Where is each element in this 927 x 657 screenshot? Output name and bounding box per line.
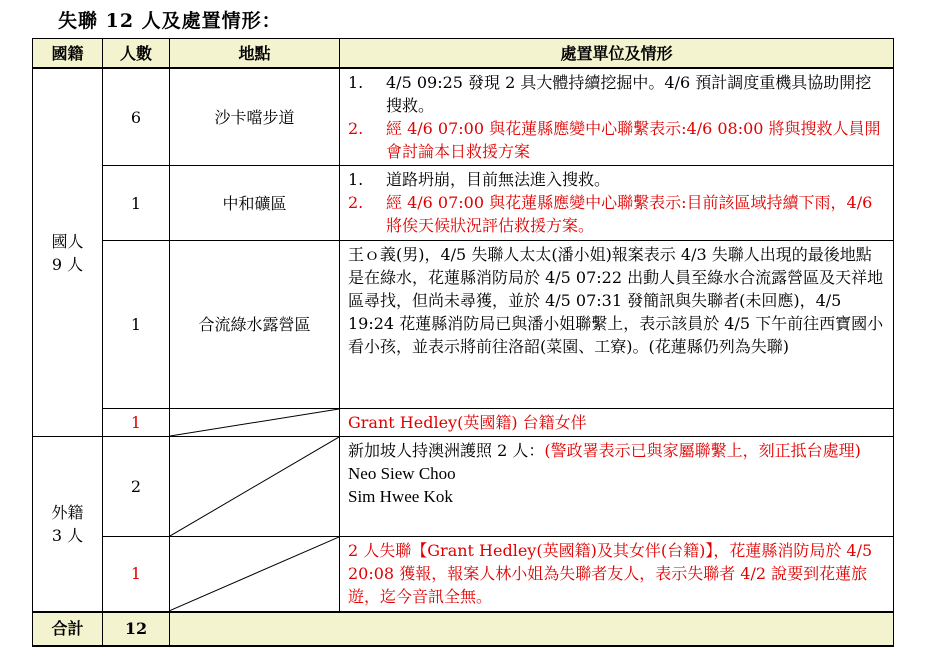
foreign-intro: 新加坡人持澳洲護照 2 人：(警政署表示已與家屬聯繫上，刻正抵台處理) bbox=[348, 441, 861, 460]
table-row bbox=[33, 241, 894, 409]
nationality-count: 9 人 bbox=[51, 254, 84, 274]
table-row bbox=[33, 68, 894, 166]
header-count: 人數 bbox=[103, 39, 170, 69]
diagonal-line bbox=[170, 537, 339, 611]
table-row bbox=[33, 166, 894, 241]
nationality-foreign bbox=[33, 437, 103, 612]
table-row bbox=[33, 437, 894, 537]
empty-location-cell bbox=[170, 437, 340, 537]
table-row bbox=[33, 409, 894, 437]
nationality-domestic bbox=[33, 68, 103, 437]
count-cell: 1 bbox=[103, 409, 170, 437]
list-item: 2. 經 4/6 07:00 與花蓮縣應變中心聯繫表示:目前該區域持續下雨，4/6 將俟天候狀況評估救援方案。 bbox=[348, 193, 873, 235]
total-label: 合計 bbox=[33, 612, 103, 646]
count-cell: 1 bbox=[103, 166, 170, 241]
list-item: 1. 4/5 09:25 發現 2 具大體持續挖掘中。4/6 預計調度重機具協助開挖搜救。 bbox=[348, 73, 872, 115]
missing-persons-table bbox=[32, 38, 894, 647]
count-cell: 6 bbox=[103, 68, 170, 166]
list-item: 1. 道路坍崩，目前無法進入搜救。 bbox=[348, 170, 611, 189]
handling-cell: 2 人失聯【Grant Hedley(英國籍)及其女伴(台籍)】，花蓮縣消防局於 4/5 20:08 獲報，報案人林小姐為失聯者友人，表示失聯者 4/2 說要到花蓮旅遊，迄今音訊全無。 bbox=[340, 537, 894, 612]
total-empty bbox=[170, 612, 894, 646]
total-value: 12 bbox=[103, 612, 170, 646]
location-cell: 中和礦區 bbox=[170, 166, 340, 241]
empty-location-cell bbox=[170, 537, 340, 612]
handling-cell: Grant Hedley(英國籍) 台籍女伴 bbox=[340, 409, 894, 437]
nationality-label: 外籍 bbox=[51, 502, 84, 522]
handling-cell bbox=[340, 166, 894, 241]
list-item: 2. 經 4/6 07:00 與花蓮縣應變中心聯繫表示:4/6 08:00 將與搜救人員開會討論本日救援方案 bbox=[348, 119, 881, 161]
count-cell: 1 bbox=[103, 537, 170, 612]
location-cell: 沙卡噹步道 bbox=[170, 68, 340, 166]
header-location: 地點 bbox=[170, 39, 340, 69]
handling-cell bbox=[340, 68, 894, 166]
diagonal-line bbox=[170, 409, 339, 436]
count-cell: 2 bbox=[103, 437, 170, 537]
table-row bbox=[33, 537, 894, 612]
person-name: Neo Siew Choo bbox=[348, 464, 456, 483]
empty-location-cell bbox=[170, 409, 340, 437]
nationality-label: 國人 bbox=[51, 231, 84, 251]
header-row bbox=[33, 39, 894, 69]
nationality-count: 3 人 bbox=[51, 525, 84, 545]
count-cell: 1 bbox=[103, 241, 170, 409]
header-nationality: 國籍 bbox=[33, 39, 103, 69]
diagonal-line bbox=[170, 437, 339, 536]
location-cell: 合流綠水露營區 bbox=[170, 241, 340, 409]
handling-cell bbox=[340, 437, 894, 537]
page-title: 失聯 12 人及處置情形： bbox=[58, 10, 282, 32]
header-handling: 處置單位及情形 bbox=[340, 39, 894, 69]
total-row bbox=[33, 612, 894, 646]
person-name: Sim Hwee Kok bbox=[348, 487, 453, 506]
handling-cell: 王ｏ義(男)，4/5 失聯人太太(潘小姐)報案表示 4/3 失聯人出現的最後地點是在綠水，花蓮縣消防局於 4/5 07:22 出動人員至綠水合流露營區及天祥地區尋找，但尚未尋獲，並於 4/5 07:31 發簡訊與失聯者(未回應)，4/5 19:24 花蓮縣消防局已與潘小姐聯繫上，表示該員於 4/5 下午前往西寶國小看小孩，並表示將前往洛韶(菜園、工寮)。(花蓮縣仍列為失聯) bbox=[340, 241, 894, 409]
